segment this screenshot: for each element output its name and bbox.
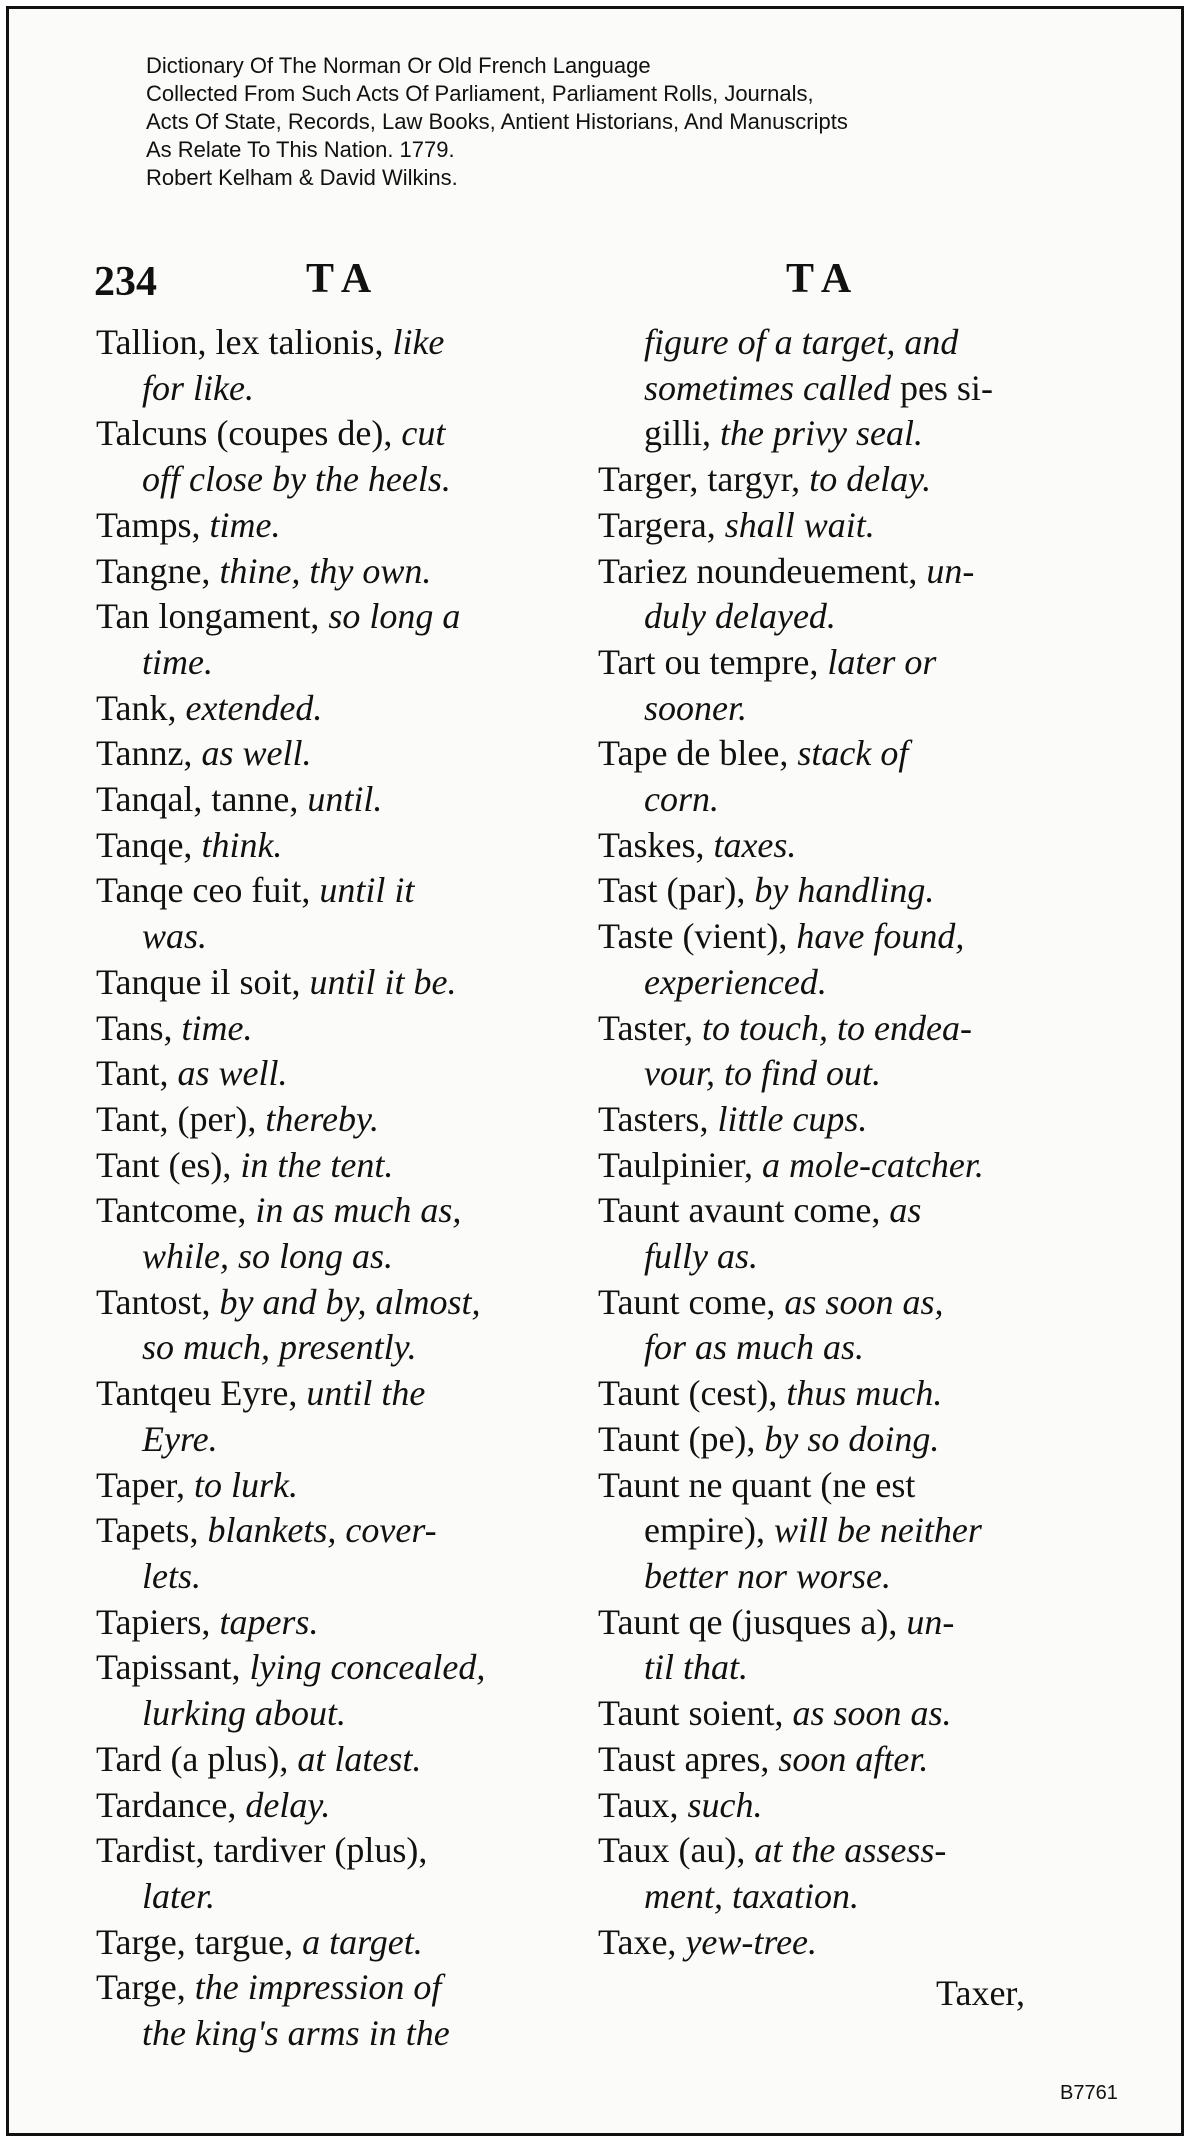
definition-text: in as much as, bbox=[255, 1190, 462, 1231]
header-line: Collected From Such Acts Of Parliament, Parliament Rolls, Journals, bbox=[146, 81, 814, 106]
headword-text: Tapets, bbox=[96, 1510, 208, 1551]
header-line: Dictionary Of The Norman Or Old French Language bbox=[146, 53, 651, 78]
definition-text: shall wait. bbox=[724, 504, 875, 545]
dictionary-line bbox=[598, 594, 1060, 640]
dictionary-line bbox=[598, 686, 1060, 732]
definition-text: lying concealed, bbox=[249, 1647, 486, 1688]
headword-text: Taux, bbox=[598, 1784, 688, 1825]
definition-text: cut bbox=[401, 413, 446, 454]
definition-text: time. bbox=[142, 641, 213, 682]
dictionary-line bbox=[96, 960, 556, 1006]
definition-text: time. bbox=[209, 504, 281, 545]
headword-text: Tangne, bbox=[96, 550, 220, 591]
dictionary-line bbox=[96, 1143, 556, 1189]
header-line: Acts Of State, Records, Law Books, Antient Historians, And Manuscripts bbox=[146, 109, 848, 134]
left-column bbox=[96, 320, 556, 2057]
dictionary-line bbox=[96, 2011, 556, 2057]
headword-text: Tardance, bbox=[96, 1784, 246, 1825]
headword-text: Taster, bbox=[598, 1007, 702, 1048]
dictionary-line bbox=[96, 320, 556, 366]
catchword: Taxer, bbox=[936, 1973, 1025, 2013]
dictionary-line bbox=[598, 411, 1060, 457]
dictionary-line bbox=[96, 1325, 556, 1371]
definition-text: a target. bbox=[302, 1921, 423, 1962]
definition-text: blankets, cover- bbox=[207, 1510, 437, 1551]
definition-text: like bbox=[392, 322, 445, 362]
headword-text: Taper, bbox=[96, 1464, 194, 1505]
headword-text: Taux (au), bbox=[598, 1830, 755, 1871]
definition-text: to touch, to endea- bbox=[702, 1007, 972, 1048]
dictionary-line bbox=[598, 320, 1060, 366]
headword-text: Tallion, lex talionis, bbox=[96, 322, 393, 362]
definition-text: until. bbox=[307, 779, 383, 820]
dictionary-line bbox=[96, 1417, 556, 1463]
headword-text: Tantqeu Eyre, bbox=[96, 1373, 307, 1414]
running-head-left: TA bbox=[306, 256, 382, 302]
dictionary-line bbox=[598, 1143, 1060, 1189]
definition-text: to delay. bbox=[809, 459, 932, 500]
headword-text: Taunt avaunt come, bbox=[598, 1190, 890, 1231]
page-number: 234 bbox=[94, 259, 157, 305]
definition-text: off close by the heels. bbox=[142, 459, 451, 500]
headword-text: Tant (es), bbox=[96, 1144, 241, 1185]
definition-text: the impression of bbox=[194, 1967, 442, 2008]
definition-text: delay. bbox=[245, 1784, 331, 1825]
definition-text: at the assess- bbox=[754, 1830, 947, 1871]
dictionary-line bbox=[598, 1280, 1060, 1326]
headword-text: Tard (a plus), bbox=[96, 1738, 298, 1779]
definition-text: for like. bbox=[142, 367, 254, 408]
headword-text: Talcuns (coupes de), bbox=[96, 413, 402, 454]
headword-text: pes si- bbox=[899, 367, 993, 408]
definition-text: as bbox=[889, 1190, 922, 1231]
dictionary-line bbox=[96, 868, 556, 914]
dictionary-line bbox=[598, 1828, 1060, 1874]
headword-text: Taunt come, bbox=[598, 1281, 785, 1322]
definition-text: Eyre. bbox=[142, 1418, 218, 1459]
dictionary-line bbox=[96, 1965, 556, 2011]
dictionary-line bbox=[598, 1188, 1060, 1234]
dictionary-line bbox=[598, 868, 1060, 914]
dictionary-line bbox=[598, 731, 1060, 777]
definition-text: as soon as. bbox=[792, 1693, 952, 1734]
dictionary-line bbox=[598, 1874, 1060, 1920]
headword-text: Tapissant, bbox=[96, 1647, 250, 1688]
dictionary-line bbox=[96, 1691, 556, 1737]
definition-text: in the tent. bbox=[240, 1144, 394, 1185]
headword-text: empire), bbox=[644, 1510, 774, 1551]
headword-text: gilli, bbox=[644, 413, 721, 454]
dictionary-line bbox=[598, 823, 1060, 869]
book-header bbox=[146, 52, 1046, 192]
definition-text: lurking about. bbox=[142, 1693, 346, 1734]
definition-text: so much, presently. bbox=[142, 1327, 417, 1368]
definition-text: as well. bbox=[201, 733, 312, 774]
definition-text: experienced. bbox=[644, 961, 827, 1002]
headword-text: Tantost, bbox=[96, 1281, 220, 1322]
right-column bbox=[598, 320, 1060, 1965]
dictionary-line bbox=[598, 1417, 1060, 1463]
headword-text: Tanqal, tanne, bbox=[96, 779, 308, 820]
dictionary-line bbox=[96, 549, 556, 595]
dictionary-line bbox=[96, 1554, 556, 1600]
definition-text: lets. bbox=[142, 1555, 201, 1596]
dictionary-line bbox=[96, 1280, 556, 1326]
headword-text: Taunt (cest), bbox=[598, 1373, 787, 1414]
definition-text: later. bbox=[142, 1875, 216, 1916]
dictionary-line bbox=[598, 1920, 1060, 1966]
headword-text: Tanqe, bbox=[96, 824, 202, 865]
headword-text: Targer, targyr, bbox=[598, 459, 810, 500]
headword-text: Tasters, bbox=[598, 1098, 718, 1139]
dictionary-line bbox=[598, 366, 1060, 412]
definition-text: while, so long as. bbox=[142, 1236, 394, 1277]
dictionary-line bbox=[96, 731, 556, 777]
dictionary-line bbox=[96, 823, 556, 869]
dictionary-line bbox=[96, 1737, 556, 1783]
dictionary-line bbox=[598, 960, 1060, 1006]
definition-text: for as much as. bbox=[644, 1327, 865, 1368]
headword-text: Taunt ne quant (ne est bbox=[598, 1464, 916, 1505]
dictionary-line bbox=[598, 914, 1060, 960]
headword-text: Targe, targue, bbox=[96, 1921, 303, 1962]
dictionary-line bbox=[598, 503, 1060, 549]
dictionary-line bbox=[598, 1371, 1060, 1417]
headword-text: Taste (vient), bbox=[598, 916, 797, 957]
definition-text: thus much. bbox=[786, 1373, 943, 1414]
definition-text: extended. bbox=[185, 687, 323, 728]
dictionary-line bbox=[96, 1051, 556, 1097]
dictionary-line bbox=[96, 1188, 556, 1234]
definition-text: the privy seal. bbox=[720, 413, 923, 454]
dictionary-line bbox=[96, 594, 556, 640]
dictionary-line bbox=[598, 1006, 1060, 1052]
dictionary-line bbox=[96, 914, 556, 960]
definition-text: duly delayed. bbox=[644, 596, 836, 637]
dictionary-line bbox=[96, 1371, 556, 1417]
dictionary-line bbox=[96, 1097, 556, 1143]
dictionary-line bbox=[96, 1645, 556, 1691]
dictionary-line bbox=[96, 1874, 556, 1920]
headword-text: Tardist, tardiver (plus), bbox=[96, 1830, 428, 1871]
headword-text: Taunt soient, bbox=[598, 1693, 793, 1734]
definition-text: vour, to find out. bbox=[644, 1053, 882, 1094]
headword-text: Tank, bbox=[96, 687, 186, 728]
definition-text: soon after. bbox=[778, 1738, 929, 1779]
dictionary-line bbox=[598, 640, 1060, 686]
definition-text: better nor worse. bbox=[644, 1555, 891, 1596]
dictionary-line bbox=[96, 1508, 556, 1554]
definition-text: by and by, almost, bbox=[219, 1281, 481, 1322]
headword-text: Taunt qe (jusques a), bbox=[598, 1601, 907, 1642]
definition-text: as soon as, bbox=[784, 1281, 944, 1322]
dictionary-line bbox=[598, 1051, 1060, 1097]
headword-text: Tan longament, bbox=[96, 596, 329, 637]
headword-text: Tantcome, bbox=[96, 1190, 256, 1231]
definition-text: until it bbox=[319, 870, 415, 911]
dictionary-line bbox=[598, 1325, 1060, 1371]
definition-text: at latest. bbox=[297, 1738, 422, 1779]
headword-text: Tans, bbox=[96, 1007, 182, 1048]
dictionary-line bbox=[96, 1920, 556, 1966]
definition-text: yew-tree. bbox=[685, 1921, 818, 1962]
dictionary-line bbox=[96, 411, 556, 457]
definition-text: until it be. bbox=[309, 961, 457, 1002]
definition-text: such. bbox=[687, 1784, 763, 1825]
headword-text: Targera, bbox=[598, 504, 725, 545]
definition-text: corn. bbox=[644, 779, 719, 820]
dictionary-line bbox=[598, 1554, 1060, 1600]
definition-text: by handling. bbox=[754, 870, 935, 911]
dictionary-line bbox=[598, 457, 1060, 503]
definition-text: have found, bbox=[796, 916, 965, 957]
dictionary-line bbox=[96, 640, 556, 686]
definition-text: thereby. bbox=[265, 1098, 380, 1139]
dictionary-line bbox=[96, 1463, 556, 1509]
definition-text: un- bbox=[926, 550, 975, 591]
definition-text: until the bbox=[306, 1373, 426, 1414]
dictionary-line bbox=[598, 1737, 1060, 1783]
headword-text: Tape de blee, bbox=[598, 733, 798, 774]
definition-text: figure of a target, and bbox=[644, 322, 959, 362]
headword-text: Tapiers, bbox=[96, 1601, 220, 1642]
dictionary-line bbox=[96, 686, 556, 732]
dictionary-line bbox=[96, 366, 556, 412]
dictionary-line bbox=[598, 1234, 1060, 1280]
headword-text: Taunt (pe), bbox=[598, 1418, 765, 1459]
headword-text: Tariez noundeuement, bbox=[598, 550, 927, 591]
headword-text: Tanque il soit, bbox=[96, 961, 310, 1002]
headword-text: Tant, bbox=[96, 1053, 178, 1094]
dictionary-line bbox=[598, 1691, 1060, 1737]
definition-text: sometimes called bbox=[644, 367, 900, 408]
dictionary-line bbox=[96, 1600, 556, 1646]
headword-text: Targe, bbox=[96, 1967, 195, 2008]
dictionary-line bbox=[598, 1508, 1060, 1554]
definition-text: by so doing. bbox=[764, 1418, 940, 1459]
dictionary-line bbox=[598, 1600, 1060, 1646]
headword-text: Tannz, bbox=[96, 733, 202, 774]
reference-code: B7761 bbox=[1060, 2082, 1118, 2104]
header-line: Robert Kelham & David Wilkins. bbox=[146, 165, 458, 190]
dictionary-line bbox=[96, 1783, 556, 1829]
running-head-right: TA bbox=[786, 256, 862, 302]
dictionary-line bbox=[96, 1828, 556, 1874]
definition-text: to lurk. bbox=[193, 1464, 298, 1505]
headword-text: Tart ou tempre, bbox=[598, 641, 828, 682]
headword-text: Tanqe ceo fuit, bbox=[96, 870, 320, 911]
definition-text: later or bbox=[827, 641, 937, 682]
dictionary-line bbox=[96, 1006, 556, 1052]
definition-text: so long a bbox=[328, 596, 461, 637]
dictionary-line bbox=[96, 1234, 556, 1280]
definition-text: stack of bbox=[797, 733, 909, 774]
headword-text: Taulpinier, bbox=[598, 1144, 762, 1185]
headword-text: Tast (par), bbox=[598, 870, 755, 911]
definition-text: un- bbox=[906, 1601, 955, 1642]
dictionary-line bbox=[598, 1783, 1060, 1829]
definition-text: a mole-catcher. bbox=[762, 1144, 984, 1185]
dictionary-line bbox=[598, 777, 1060, 823]
headword-text: Taskes, bbox=[598, 824, 714, 865]
definition-text: was. bbox=[142, 916, 208, 957]
header-line: As Relate To This Nation. 1779. bbox=[146, 137, 455, 162]
definition-text: ment, taxation. bbox=[644, 1875, 859, 1916]
headword-text: Tamps, bbox=[96, 504, 210, 545]
definition-text: thine, thy own. bbox=[219, 550, 432, 591]
headword-text: Tant, (per), bbox=[96, 1098, 266, 1139]
definition-text: little cups. bbox=[717, 1098, 868, 1139]
definition-text: will be neither bbox=[773, 1510, 982, 1551]
definition-text: time. bbox=[181, 1007, 253, 1048]
definition-text: til that. bbox=[644, 1647, 749, 1688]
dictionary-line bbox=[598, 1463, 1060, 1509]
dictionary-line bbox=[96, 457, 556, 503]
dictionary-line bbox=[96, 503, 556, 549]
dictionary-line bbox=[598, 1645, 1060, 1691]
dictionary-line bbox=[598, 1097, 1060, 1143]
definition-text: sooner. bbox=[644, 687, 748, 728]
dictionary-line bbox=[96, 777, 556, 823]
definition-text: think. bbox=[201, 824, 283, 865]
definition-text: fully as. bbox=[644, 1236, 758, 1277]
definition-text: the king's arms in the bbox=[142, 2013, 450, 2054]
definition-text: as well. bbox=[177, 1053, 288, 1094]
definition-text: taxes. bbox=[713, 824, 797, 865]
headword-text: Taxe, bbox=[598, 1921, 686, 1962]
headword-text: Taust apres, bbox=[598, 1738, 779, 1779]
dictionary-line bbox=[598, 549, 1060, 595]
definition-text: tapers. bbox=[219, 1601, 319, 1642]
